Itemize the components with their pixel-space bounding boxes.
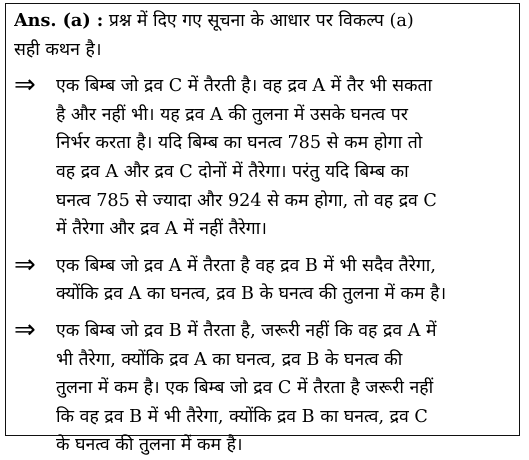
explanation-point-2: ⇒ एक बिम्ब जो द्रव A में तैरता है वह द्रव B में भी सदैव तैरेगा, क्योंकि द्रव A का घनत्व, द्रव B के घनत्व की तुलना में कम है। [14,249,447,305]
arrow-icon: ⇒ [14,314,36,345]
explanation-point-3: ⇒ एक बिम्ब जो द्रव B में तैरता है, जरूरी नहीं कि वह द्रव A में भी तैरेगा, क्योंकि द्रव A का घनत्व, द्रव B के घनत्व की तुलना में कम है। एक बिम्ब जो द्रव C में तैरता है जरूरी नहीं कि वह द्रव B में भी तैरेगा, क्योंकि द्रव B का घनत्व, द्रव C के घनत्व की तुलना में कम है। [14,314,437,456]
answer-statement [14,7,509,64]
answer-label: Ans. (a) : [14,10,104,31]
answer-line-1: Ans. (a) : प्रश्न में दिए गए सूचना के आधार पर विकल्प (a) [14,10,414,31]
explanation-point-1: ⇒ एक बिम्ब जो द्रव C में तैरती है। वह द्रव A में तैर भी सकता है और नहीं भी। यह द्रव A की तुलना में उसके घनत्व पर निर्भर करता है। यदि बिम्ब का घनत्व 785 से कम होगा तो वह द्रव A और द्रव C दोनों में तैरेगा। परंतु यदि बिम्ब का घनत्व 785 से ज्यादा और 924 से कम होगा, तो वह द्रव C में तैरेगा और द्रव A में नहीं तैरेगा। [14,70,437,240]
answer-box [5,3,520,456]
arrow-icon: ⇒ [14,70,36,101]
answer-line-2: सही कथन है। [14,39,102,60]
arrow-icon: ⇒ [14,249,36,280]
